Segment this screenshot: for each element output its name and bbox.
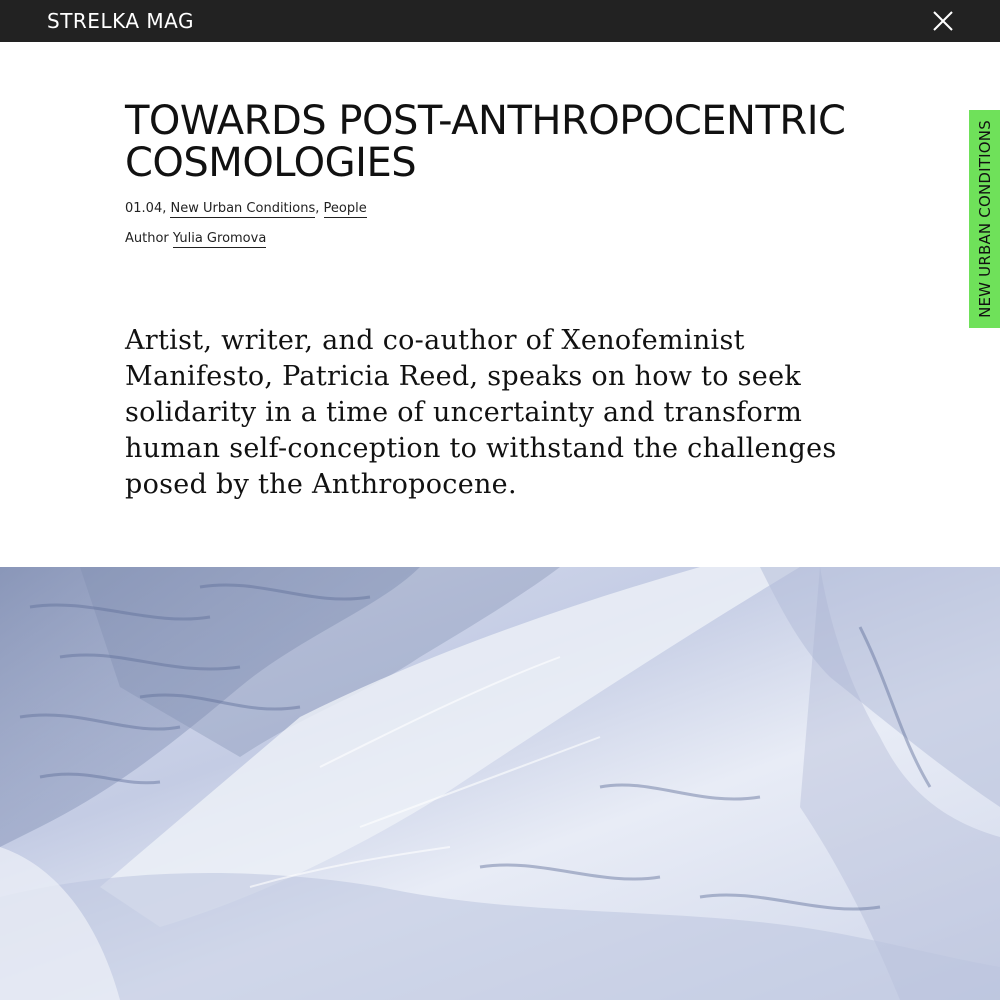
site-logo[interactable]: STRELKA MAG <box>47 9 194 33</box>
top-bar <box>0 0 1000 42</box>
hero-image <box>0 567 1000 1000</box>
article-meta: 01.04, New Urban Conditions, People <box>125 201 367 216</box>
category-link-new-urban-conditions[interactable]: New Urban Conditions <box>170 201 316 216</box>
author-label: Author <box>125 231 169 246</box>
author-link[interactable]: Yulia Gromova <box>172 231 267 246</box>
close-button[interactable] <box>928 6 958 36</box>
article-title: TOWARDS POST-ANTHROPOCENTRIC COSMOLOGIES <box>125 98 846 186</box>
side-tab-label: NEW URBAN CONDITIONS <box>975 120 994 318</box>
article-date: 01.04 <box>125 201 163 216</box>
section-side-tab[interactable] <box>969 110 1000 328</box>
article-lead: Artist, writer, and co-author of Xenofeminist Manifesto, Patricia Reed, speaks on how to seek solidarity in a time of uncertainty and transform human self-conception to withstand the challenges posed by the Anthropocene. <box>125 325 837 500</box>
article-author <box>125 230 266 248</box>
category-link-people[interactable]: People <box>323 201 367 216</box>
close-icon <box>928 6 958 36</box>
snow-terrain-image <box>0 567 1000 1000</box>
